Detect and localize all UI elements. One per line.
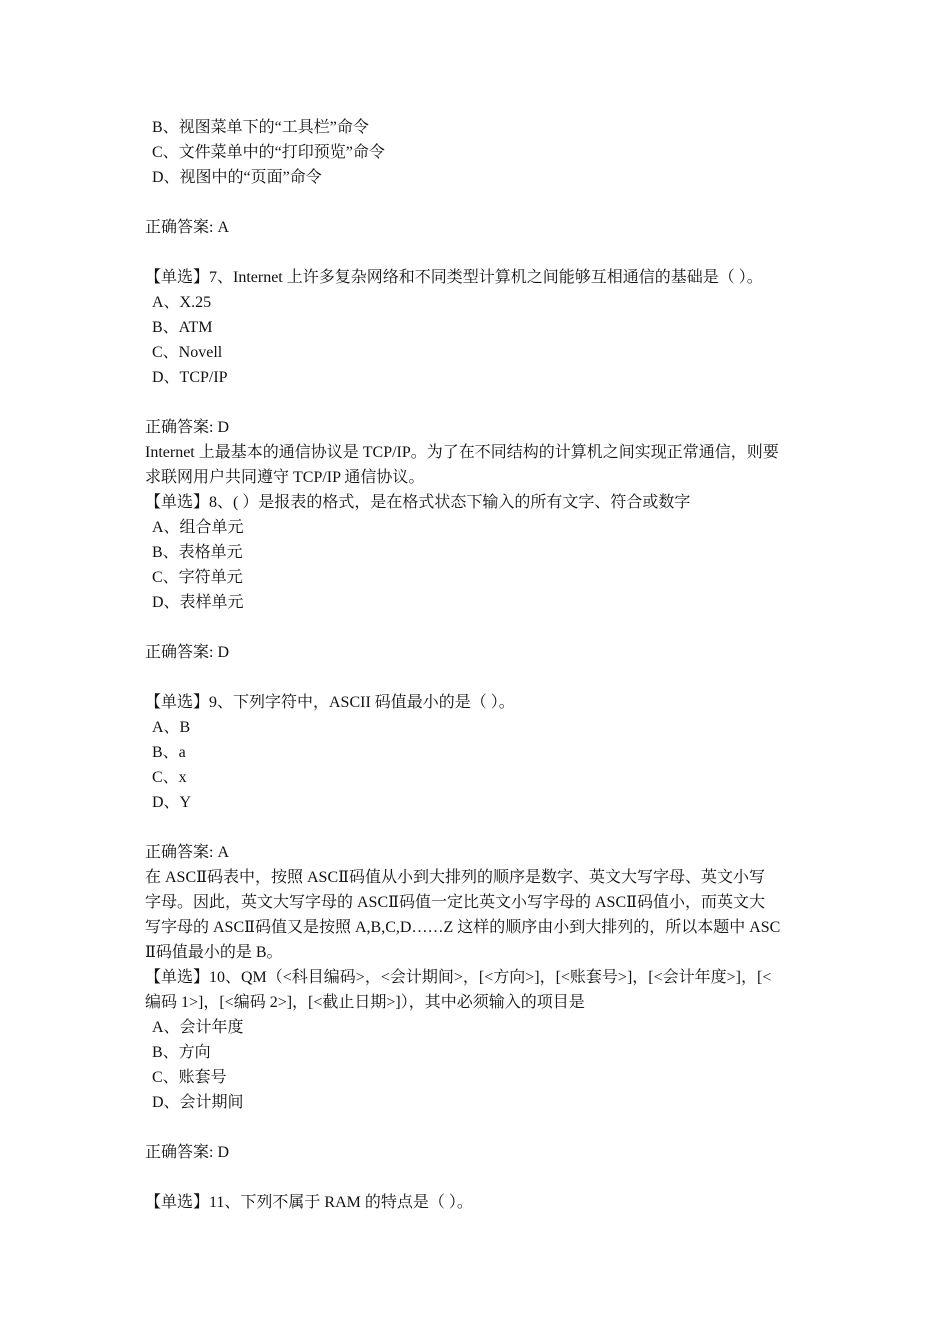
q6-answer: 正确答案: A xyxy=(145,219,230,236)
q9-explanation-line-2: 字母。因此，英文大写字母的 ASCⅡ码值一定比英文小写字母的 ASCⅡ码值小，而英文大 xyxy=(145,894,766,911)
q6-option-d: D、视图中的“页面”命令 xyxy=(152,169,322,186)
spacer xyxy=(145,815,815,840)
q10-question-line-2: 编码 1>]，[<编码 2>]，[<截止日期>]），其中必须输入的项目是 xyxy=(145,994,585,1011)
q7-explanation-line-1: Internet 上最基本的通信协议是 TCP/IP。为了在不同结构的计算机之间实现正常通信，则要 xyxy=(145,444,779,461)
q6-option-c: C、文件菜单中的“打印预览”命令 xyxy=(152,144,385,161)
spacer xyxy=(145,615,815,640)
q9-option-c: C、x xyxy=(152,769,187,786)
q9-option-d: D、Y xyxy=(152,794,192,811)
q9-question: 【单选】9、下列字符中，ASCII 码值最小的是（ ）。 xyxy=(145,694,515,711)
q6-option-b: B、视图菜单下的“工具栏”命令 xyxy=(152,119,369,136)
q7-option-d: D、TCP/IP xyxy=(152,369,228,386)
q11-question: 【单选】11、下列不属于 RAM 的特点是（ ）。 xyxy=(145,1194,473,1211)
spacer xyxy=(145,240,815,265)
q10-option-d: D、会计期间 xyxy=(152,1094,244,1111)
q8-option-a: A、组合单元 xyxy=(152,519,244,536)
q7-option-b: B、ATM xyxy=(152,319,213,336)
q8-option-c: C、字符单元 xyxy=(152,569,243,586)
q10-question-line-1: 【单选】10、QM（<科目编码>，<会计期间>，[<方向>]，[<账套号>]，[<会计年度>]，[< xyxy=(145,969,772,986)
q9-option-a: A、B xyxy=(152,719,191,736)
spacer xyxy=(145,190,815,215)
q10-option-c: C、账套号 xyxy=(152,1069,227,1086)
q9-explanation-line-1: 在 ASCⅡ码表中，按照 ASCⅡ码值从小到大排列的顺序是数字、英文大写字母、英文小写 xyxy=(145,869,766,886)
q7-option-a: A、X.25 xyxy=(152,294,212,311)
q7-question: 【单选】7、Internet 上许多复杂网络和不同类型计算机之间能够互相通信的基础是（ ）。 xyxy=(145,269,763,286)
spacer xyxy=(145,665,815,690)
q8-question: 【单选】8、( ）是报表的格式，是在格式状态下输入的所有文字、符合或数字 xyxy=(145,494,691,511)
spacer xyxy=(145,390,815,415)
document-content xyxy=(145,115,815,1215)
spacer xyxy=(145,1115,815,1140)
q7-option-c: C、Novell xyxy=(152,344,223,361)
q7-explanation-line-2: 求联网用户共同遵守 TCP/IP 通信协议。 xyxy=(145,469,425,486)
q9-option-b: B、a xyxy=(152,744,186,761)
q8-answer: 正确答案: D xyxy=(145,644,230,661)
q8-option-d: D、表样单元 xyxy=(152,594,244,611)
q10-option-b: B、方向 xyxy=(152,1044,211,1061)
q10-option-a: A、会计年度 xyxy=(152,1019,244,1036)
q9-explanation-line-3: 写字母的 ASCⅡ码值又是按照 A,B,C,D……Z 这样的顺序由小到大排列的，所以本题中 ASC xyxy=(145,919,781,936)
q10-answer: 正确答案: D xyxy=(145,1144,230,1161)
q9-explanation-line-4: Ⅱ码值最小的是 B。 xyxy=(145,944,283,961)
q8-option-b: B、表格单元 xyxy=(152,544,243,561)
q9-answer: 正确答案: A xyxy=(145,844,230,861)
spacer xyxy=(145,1165,815,1190)
q7-answer: 正确答案: D xyxy=(145,419,230,436)
